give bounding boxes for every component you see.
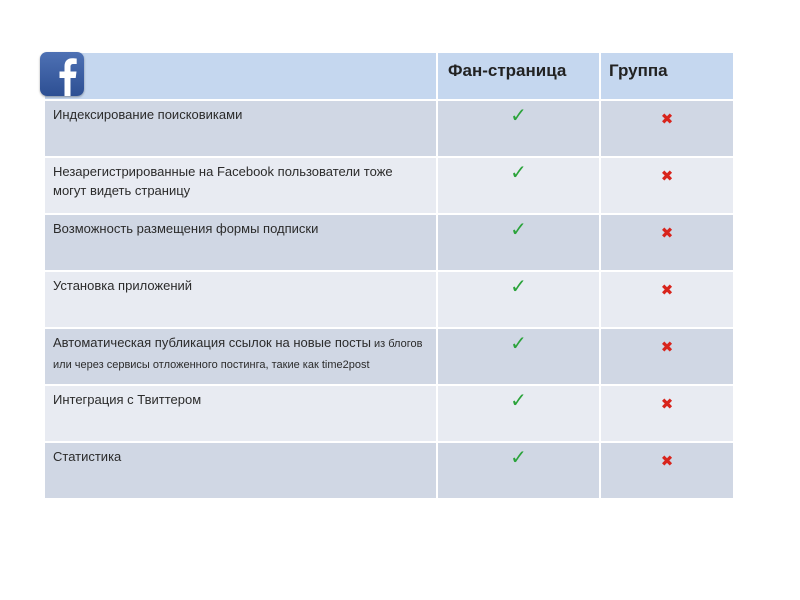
check-icon: ✓ [510, 160, 527, 184]
feature-label: Возможность размещения формы подписки [53, 221, 319, 236]
cross-icon: ✖ [660, 338, 674, 356]
fan-page-cell [437, 385, 600, 442]
fan-page-cell [437, 442, 600, 499]
fan-page-cell [437, 214, 600, 271]
header-fan-page-cell [437, 52, 600, 100]
fan-page-cell [437, 157, 600, 214]
group-cell [600, 385, 734, 442]
check-icon: ✓ [510, 274, 527, 298]
header-fan-page-label: Фан-страница [448, 61, 567, 80]
group-cell [600, 100, 734, 157]
feature-label: Интеграция с Твиттером [53, 392, 202, 407]
check-icon: ✓ [510, 103, 527, 127]
table-row [44, 442, 734, 499]
check-icon: ✓ [510, 388, 527, 412]
group-cell [600, 214, 734, 271]
group-cell [600, 157, 734, 214]
table-row [44, 328, 734, 385]
cross-icon: ✖ [660, 167, 674, 185]
feature-note: из блогов или через сервисы отложенного постинга, такие как time2post [53, 338, 423, 371]
feature-cell [44, 157, 437, 214]
header-feature-cell [44, 52, 437, 100]
fan-page-cell [437, 271, 600, 328]
fan-page-cell [437, 100, 600, 157]
feature-label: Установка приложений [53, 278, 193, 293]
header-group-label: Группа [609, 61, 668, 80]
table-header-row [44, 52, 734, 100]
feature-cell [44, 385, 437, 442]
facebook-logo-icon [40, 52, 84, 96]
table-row [44, 100, 734, 157]
cross-icon: ✖ [660, 224, 674, 242]
table-row [44, 385, 734, 442]
header-group-cell [600, 52, 734, 100]
cross-icon: ✖ [660, 395, 674, 413]
check-icon: ✓ [510, 445, 527, 469]
cross-icon: ✖ [660, 452, 674, 470]
feature-label: Статистика [53, 449, 122, 464]
check-icon: ✓ [510, 217, 527, 241]
feature-cell [44, 214, 437, 271]
group-cell [600, 442, 734, 499]
comparison-table [43, 51, 735, 500]
table-row [44, 271, 734, 328]
feature-label: Незарегистрированные на Facebook пользователи тоже могут видеть страницу [53, 164, 393, 198]
fan-page-cell [437, 328, 600, 385]
comparison-table-wrap [43, 51, 733, 500]
feature-cell [44, 442, 437, 499]
group-cell [600, 328, 734, 385]
feature-cell [44, 100, 437, 157]
feature-label: Индексирование поисковиками [53, 107, 243, 122]
feature-cell [44, 328, 437, 385]
feature-cell [44, 271, 437, 328]
cross-icon: ✖ [660, 110, 674, 128]
cross-icon: ✖ [660, 281, 674, 299]
check-icon: ✓ [510, 331, 527, 355]
feature-label: Автоматическая публикация ссылок на новые посты [53, 335, 371, 350]
table-row [44, 214, 734, 271]
group-cell [600, 271, 734, 328]
table-row [44, 157, 734, 214]
facebook-f-glyph [40, 52, 84, 96]
